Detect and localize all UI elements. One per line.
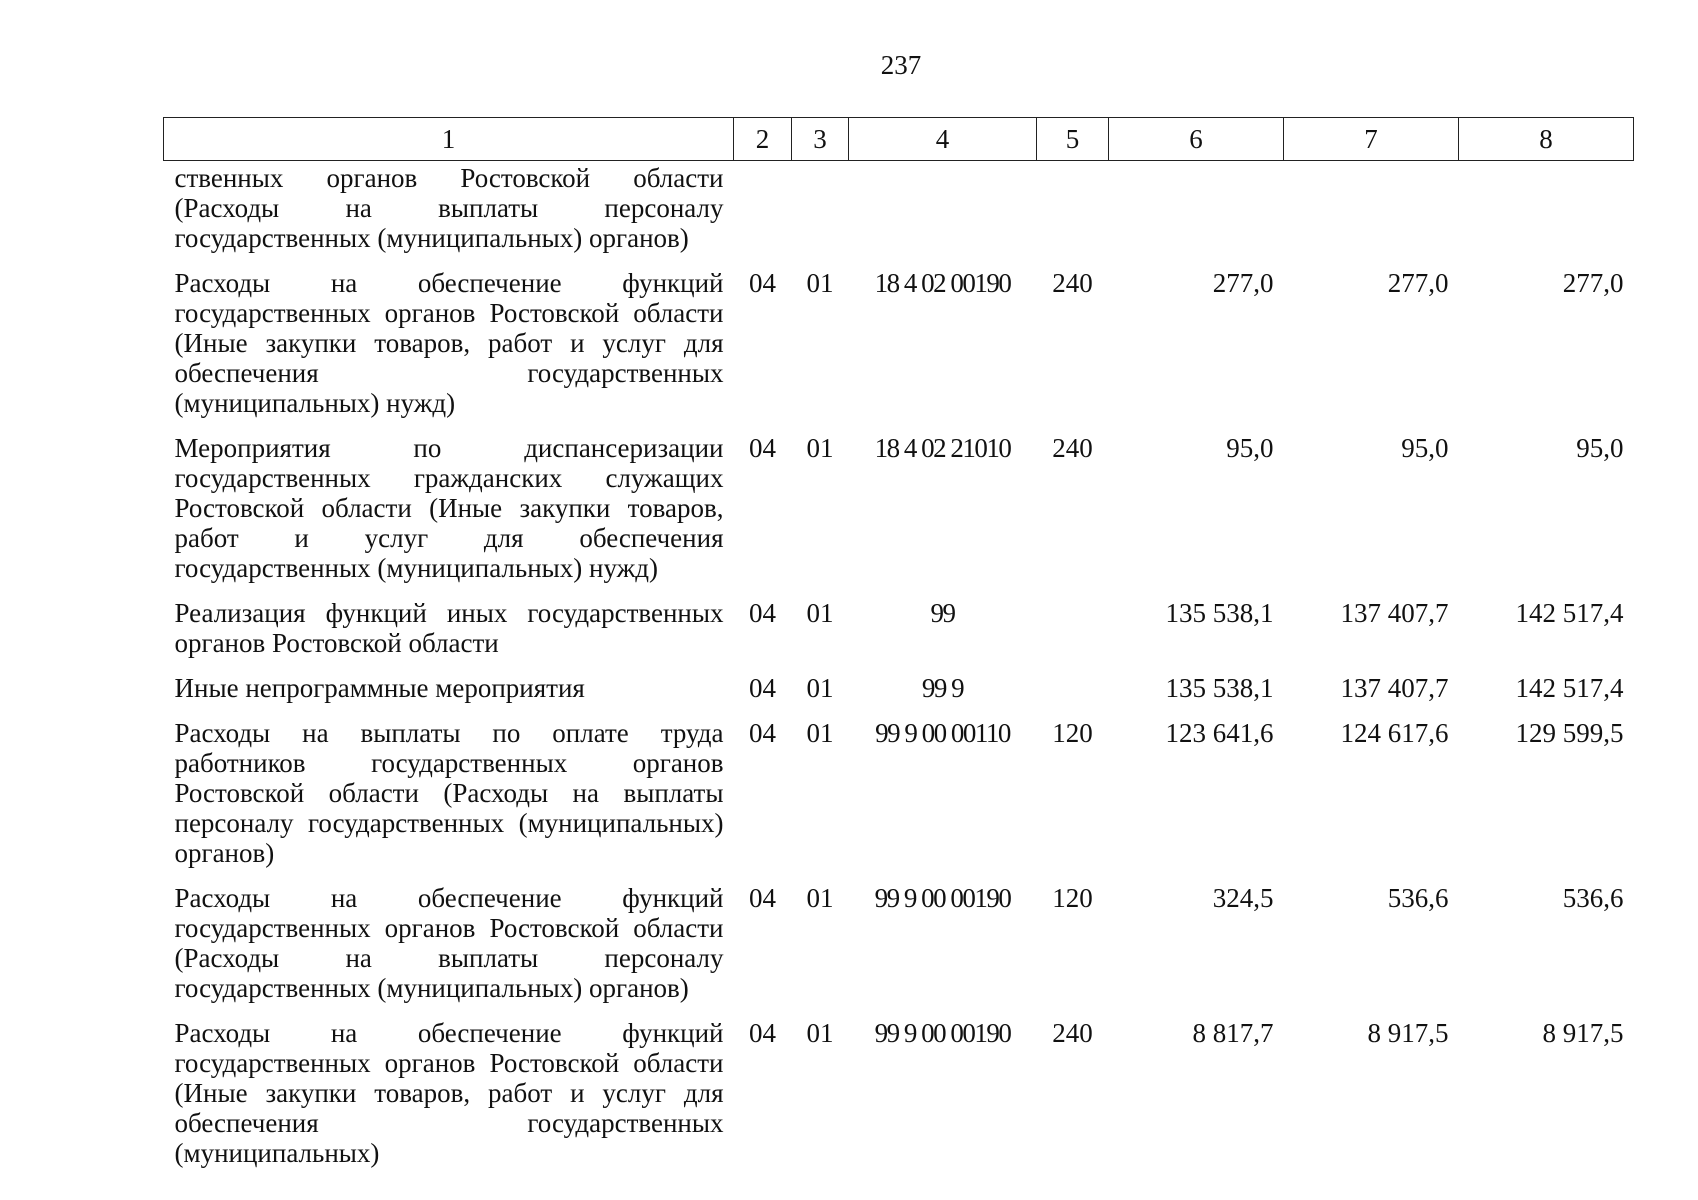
row-amount-col8: 8 917,5	[1542, 1018, 1624, 1048]
row-amount-col6: 277,0	[1212, 268, 1274, 298]
row-target-article: 18 4 02 00190	[874, 268, 1011, 298]
column-header-1: 1	[164, 118, 734, 161]
row-amount-col6: 123 641,6	[1165, 718, 1274, 748]
column-header-6: 6	[1109, 118, 1284, 161]
row-amount-col7: 137 407,7	[1340, 598, 1449, 628]
row-target-article	[849, 161, 1037, 266]
row-description: Реализация функций иных государственных органов Ростовской области	[174, 598, 724, 658]
row-subsection	[792, 161, 849, 266]
table-row	[164, 715, 1634, 880]
table-row	[164, 880, 1634, 1015]
column-header-2: 2	[734, 118, 792, 161]
row-amount-col8: 95,0	[1576, 433, 1624, 463]
row-expense-type	[1037, 670, 1109, 715]
row-target-article: 99	[930, 598, 955, 628]
row-description: ственных органов Ростовской области (Расходы на выплаты персоналу государственных (муниципальных) органов)	[174, 163, 724, 253]
row-amount-col7: 277,0	[1387, 268, 1449, 298]
row-amount-col7: 124 617,6	[1340, 718, 1449, 748]
row-section: 04	[749, 433, 776, 463]
row-expense-type	[1037, 595, 1109, 670]
column-header-7: 7	[1284, 118, 1459, 161]
row-subsection: 01	[806, 883, 834, 913]
row-target-article: 99 9 00 00110	[875, 718, 1010, 748]
column-header-4: 4	[849, 118, 1037, 161]
row-amount-col7	[1284, 161, 1459, 266]
row-expense-type: 120	[1052, 883, 1093, 913]
row-expense-type: 240	[1052, 433, 1093, 463]
row-target-article: 99 9 00 00190	[874, 1018, 1011, 1048]
row-section: 04	[749, 598, 776, 628]
table-row	[164, 161, 1634, 266]
table-header-row	[164, 118, 1634, 161]
row-amount-col8	[1459, 161, 1634, 266]
row-section: 04	[749, 883, 776, 913]
row-amount-col6	[1109, 161, 1284, 266]
row-description: Мероприятия по диспансеризации государственных гражданских служащих Ростовской области (Иные закупки товаров, работ и услуг для обеспечения государственных (муниципальных) нужд)	[174, 433, 724, 583]
row-description: Расходы на обеспечение функций государственных органов Ростовской области (Расходы на выплаты персоналу государственных (муниципальных) органов)	[174, 883, 724, 1003]
row-amount-col8: 536,6	[1562, 883, 1624, 913]
table-row	[164, 430, 1634, 595]
row-target-article: 99 9	[921, 673, 964, 703]
row-target-article: 18 4 02 21010	[874, 433, 1011, 463]
table-row	[164, 265, 1634, 430]
row-expense-type	[1037, 161, 1109, 266]
row-subsection: 01	[806, 718, 834, 748]
row-subsection: 01	[806, 1018, 834, 1048]
row-amount-col8: 129 599,5	[1515, 718, 1624, 748]
row-subsection: 01	[806, 433, 834, 463]
row-amount-col6: 324,5	[1212, 883, 1274, 913]
row-subsection: 01	[806, 268, 834, 298]
row-expense-type: 240	[1052, 1018, 1093, 1048]
row-amount-col7: 137 407,7	[1340, 673, 1449, 703]
row-section: 04	[749, 1018, 776, 1048]
table-row	[164, 670, 1634, 715]
page-number: 237	[880, 50, 922, 80]
row-subsection: 01	[806, 673, 834, 703]
row-description: Расходы на выплаты по оплате труда работников государственных органов Ростовской области (Расходы на выплаты персоналу государственных (муниципальных) органов)	[174, 718, 724, 868]
row-expense-type: 240	[1052, 268, 1093, 298]
row-description: Расходы на обеспечение функций государственных органов Ростовской области (Иные закупки товаров, работ и услуг для обеспечения государственных (муниципальных)	[174, 1018, 724, 1168]
table-row	[164, 1015, 1634, 1180]
row-amount-col7: 536,6	[1387, 883, 1449, 913]
row-amount-col6: 135 538,1	[1165, 598, 1274, 628]
row-amount-col8: 277,0	[1562, 268, 1624, 298]
row-target-article: 99 9 00 00190	[874, 883, 1011, 913]
row-description: Расходы на обеспечение функций государственных органов Ростовской области (Иные закупки товаров, работ и услуг для обеспечения государственных (муниципальных) нужд)	[174, 268, 724, 418]
column-header-5: 5	[1037, 118, 1109, 161]
table-row	[164, 595, 1634, 670]
row-amount-col6: 8 817,7	[1192, 1018, 1274, 1048]
column-header-8: 8	[1459, 118, 1634, 161]
row-section: 04	[749, 673, 776, 703]
row-section	[734, 161, 792, 266]
row-amount-col8: 142 517,4	[1515, 598, 1624, 628]
row-amount-col6: 135 538,1	[1165, 673, 1274, 703]
row-section: 04	[749, 718, 776, 748]
row-amount-col6: 95,0	[1226, 433, 1274, 463]
row-amount-col7: 8 917,5	[1367, 1018, 1449, 1048]
row-section: 04	[749, 268, 776, 298]
budget-table	[163, 117, 1634, 1180]
row-subsection: 01	[806, 598, 834, 628]
row-description: Иные непрограммные мероприятия	[174, 673, 585, 703]
column-header-3: 3	[792, 118, 849, 161]
row-amount-col8: 142 517,4	[1515, 673, 1624, 703]
row-amount-col7: 95,0	[1401, 433, 1449, 463]
row-expense-type: 120	[1052, 718, 1093, 748]
